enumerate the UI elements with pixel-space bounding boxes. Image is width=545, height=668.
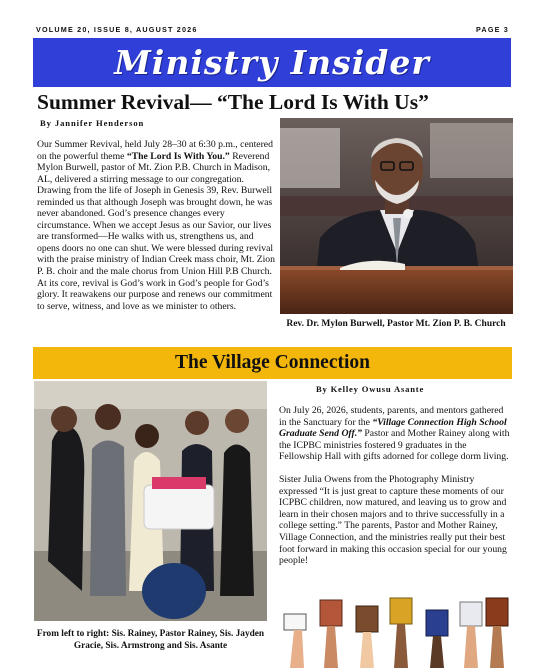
group-photo-caption: From left to right: Sis. Rainey, Pastor Rainey, Sis. Jayden Gracie, Sis. Armstrong and Sis. Asante [36,629,265,652]
village-banner-title: The Village Connection [174,352,370,373]
revival-theme: “The Lord Is With You.” [126,150,230,162]
village-event-name: “Village Connection High School Graduate Send Off.” [279,416,507,440]
group-photo [34,381,267,621]
village-byline: By Kelley Owusu Asante [316,384,425,394]
masthead-title: Ministry Insider [114,43,430,82]
issue-line: VOLUME 20, ISSUE 8, AUGUST 2026 [36,25,198,34]
revival-headline: Summer Revival— “The Lord Is With Us” [37,90,429,114]
pastor-photo-caption: Rev. Dr. Mylon Burwell, Pastor Mt. Zion P. B. Church [286,319,506,329]
village-p1-text-a: On July 26, 2026, students, parents, and mentors gathered in the Sanctuary for the [279,405,504,428]
issue-header [36,25,509,39]
village-banner [33,347,512,379]
revival-byline: By Jannifer Henderson [40,118,145,128]
masthead [33,38,511,87]
village-p1-text-b: Pastor and Mother Rainey along with the ICPBC ministries fostered 9 graduates in the Fellowship Hall with gifts adorned for college dorm living. [279,428,510,463]
village-paragraph-2: Sister Julia Owens from the Photography Ministry expressed “It is just great to capture these moments of our ICPBC children, now matured, and leaving us to grow and learn in their chosen majors and to thrive successfully in a college setting.” The parents, Pastor and Mother Rainey, Village Connection, and the ministries really put their best foot forward in making this occasion special for our young people! [279,474,507,567]
page-number: PAGE 3 [475,25,509,34]
revival-body-2: Reverend Mylon Burwell, pastor of Mt. Zion P.B. Church in Madison, AL, delivered a stirring message to our congregation. Drawing from the life of Joseph in Genesis 39, Rev. Burwell reminded us that although Joseph was brought down, he was never abandoned. God’s presence changes every circumstance. When we accept Jesus as our Savior, our lives are transformed—He walks with us, strengthens us, and opens doors no one can shut. We were blessed during revival with the praise ministry of Indian Creek mass choir, Mt. Zion P. B. choir and the male chorus from Union Hill P.B Church. At its core, revival is God’s work in God’s people for God’s glory. It reawakens our purpose and renews our commitment to serve, witness, and love as we minister to others. [37,150,275,312]
pastor-photo [280,118,513,314]
village-article [279,405,510,578]
group-photo-illustration [34,381,267,621]
hands-holding-bibles-illustration [280,594,511,668]
pastor-photo-illustration [280,118,513,314]
revival-body-1: Our Summer Revival, held July 28–30 at 6:30 p.m., centered on the powerful theme [37,139,273,162]
village-paragraph-1 [279,405,510,463]
hands-bibles-icon [280,594,511,668]
revival-article [37,139,276,312]
